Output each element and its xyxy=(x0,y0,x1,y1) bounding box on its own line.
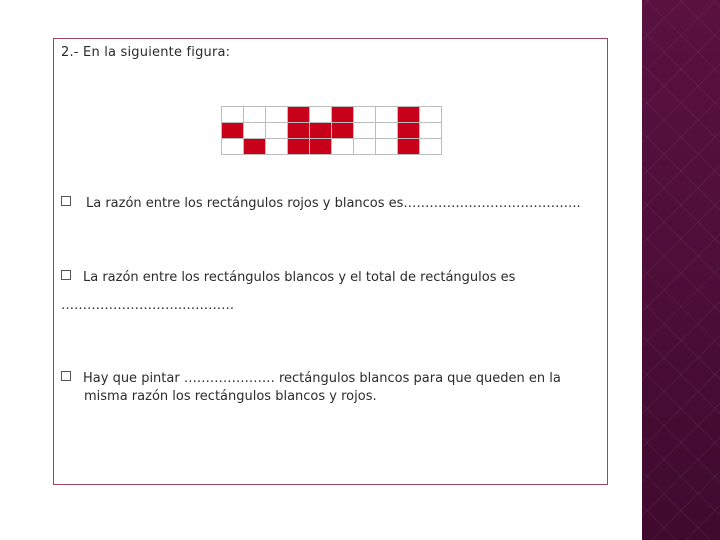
white-rectangle xyxy=(354,139,376,155)
question-2-blank: ……………………….………… xyxy=(61,298,235,313)
checkbox-icon xyxy=(61,371,71,381)
white-rectangle xyxy=(420,123,442,139)
white-rectangle xyxy=(420,107,442,123)
white-rectangle xyxy=(332,139,354,155)
rectangle-grid-figure xyxy=(221,106,442,155)
white-rectangle xyxy=(354,107,376,123)
question-item-1 xyxy=(61,195,581,213)
question-1-text: La razón entre los rectángulos rojos y blancos es………………………………….. xyxy=(86,196,581,211)
red-rectangle xyxy=(288,107,310,123)
question-3-text-line2: misma razón los rectángulos blancos y rojos. xyxy=(84,389,377,404)
checkbox-icon xyxy=(61,270,71,280)
decorative-side-panel xyxy=(642,0,720,540)
white-rectangle xyxy=(376,139,398,155)
question-item-2 xyxy=(61,269,601,287)
red-rectangle xyxy=(398,123,420,139)
red-rectangle xyxy=(398,139,420,155)
white-rectangle xyxy=(420,139,442,155)
white-rectangle xyxy=(222,107,244,123)
red-rectangle xyxy=(288,139,310,155)
question-item-3 xyxy=(61,370,601,406)
white-rectangle xyxy=(222,139,244,155)
question-2-text: La razón entre los rectángulos blancos y el total de rectángulos es xyxy=(83,270,516,285)
white-rectangle xyxy=(266,139,288,155)
red-rectangle xyxy=(332,123,354,139)
red-rectangle xyxy=(222,123,244,139)
white-rectangle xyxy=(354,123,376,139)
white-rectangle xyxy=(244,107,266,123)
red-rectangle xyxy=(398,107,420,123)
red-rectangle xyxy=(310,123,332,139)
white-rectangle xyxy=(376,107,398,123)
white-rectangle xyxy=(376,123,398,139)
white-rectangle xyxy=(310,107,332,123)
red-rectangle xyxy=(332,107,354,123)
red-rectangle xyxy=(310,139,332,155)
white-rectangle xyxy=(244,123,266,139)
red-rectangle xyxy=(288,123,310,139)
white-rectangle xyxy=(266,123,288,139)
slide-frame xyxy=(53,38,608,485)
question-3-text: Hay que pintar ………………… rectángulos blancos para que queden en la xyxy=(83,371,561,386)
red-rectangle xyxy=(244,139,266,155)
exercise-heading: 2.- En la siguiente figura: xyxy=(61,45,231,60)
white-rectangle xyxy=(266,107,288,123)
checkbox-icon xyxy=(61,196,71,206)
